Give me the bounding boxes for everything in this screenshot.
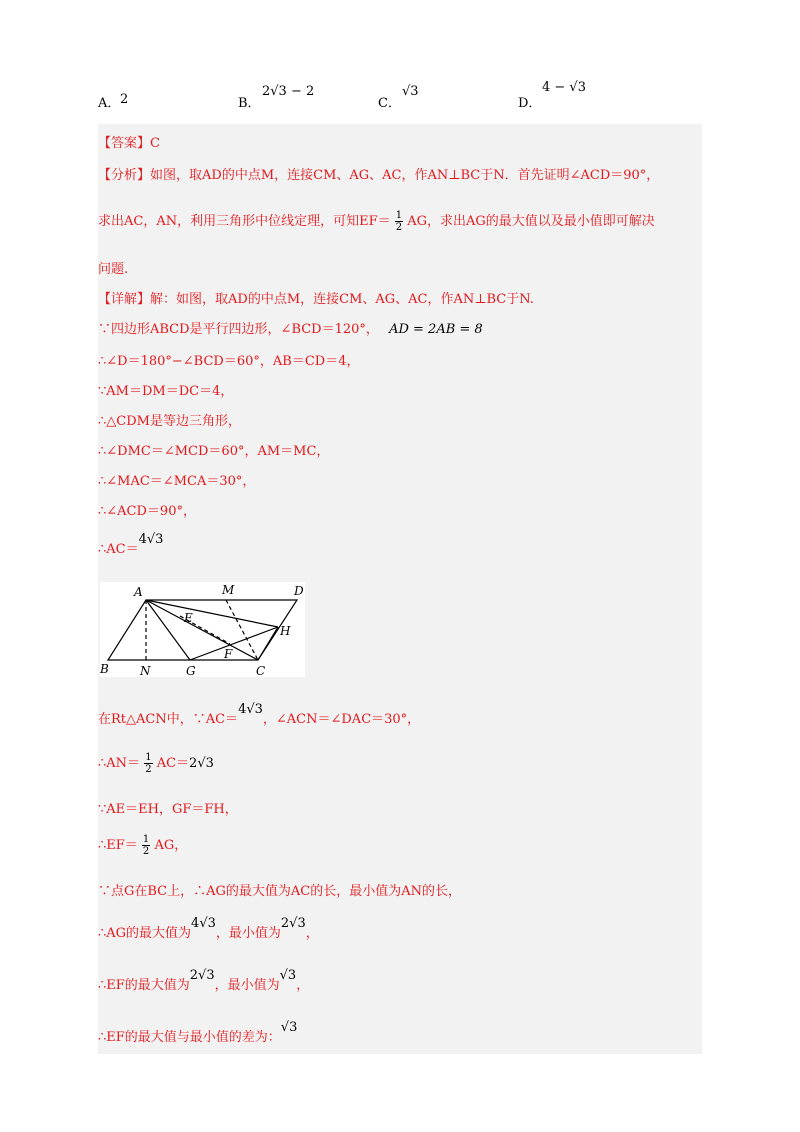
- detail-line-7: ∴∠MAC＝∠MCA＝30°，: [98, 474, 256, 489]
- segment-ag: [146, 600, 190, 660]
- analysis-line-3: [98, 258, 128, 277]
- detail-line-1: [98, 288, 534, 307]
- detail-line-9: [98, 532, 164, 557]
- choice-c-label: C．: [378, 96, 401, 111]
- detail-text-2a: ∵四边形ABCD是平行四边形，∠BCD＝120°，: [98, 322, 379, 337]
- detail-line-5: ∴△CDM是等边三角形，: [98, 414, 241, 429]
- detail-line-13: [98, 834, 187, 857]
- segment-ac: [146, 600, 258, 660]
- analysis-text-2a: 求出AC，AN，利用三角形中位线定理，可知EF＝: [98, 214, 391, 229]
- detail-text-13a: ∴EF＝: [98, 838, 138, 853]
- fraction-half-2: $\frac{1}{2}$: [145, 752, 152, 775]
- detail-text-15a: ∴AG的最大值为: [98, 926, 192, 941]
- segment-ch: [258, 627, 278, 660]
- detail-line-11: [98, 752, 214, 775]
- parallelogram-diagram: [100, 582, 305, 677]
- detail-text-13b: AG，: [154, 838, 188, 853]
- fraction-half-3: $\frac{1}{2}$: [142, 834, 150, 857]
- choice-b-value: 2√3 − 2: [262, 84, 315, 99]
- label-m: M: [222, 583, 235, 597]
- detail-tag: 【详解】: [98, 292, 151, 307]
- label-h: H: [280, 624, 291, 638]
- detail-text-15c: ，: [305, 926, 319, 941]
- analysis-tag: 【分析】: [98, 168, 151, 183]
- analysis-text-3: 问题.: [98, 262, 129, 277]
- detail-text-16b: ，最小值为: [214, 978, 280, 993]
- detail-line-10: [98, 702, 421, 727]
- answer-tag: 【答案】: [98, 136, 151, 151]
- detail-value-16b: √3: [279, 968, 297, 983]
- geometry-figure: [100, 582, 305, 677]
- label-n: N: [140, 664, 151, 677]
- detail-text-1: 解：如图，取AD的中点M，连接CM、AG、AC，作AN⊥BC于N.: [150, 292, 534, 307]
- detail-line-14: ∵点G在BC上，∴AG的最大值为AC的长，最小值为AN的长，: [98, 884, 461, 899]
- detail-line-4: ∵AM＝DM＝DC＝4，: [98, 384, 234, 399]
- detail-text-17a: ∴EF的最大值与最小值的差为：: [98, 1030, 281, 1045]
- detail-line-12: ∵AE＝EH，GF＝FH，: [98, 802, 238, 817]
- detail-line-8: ∴∠ACD＝90°，: [98, 504, 196, 519]
- detail-line-6: ∴∠DMC＝∠MCD＝60°，AM＝MC，: [98, 444, 330, 459]
- choice-a-value: 2: [120, 92, 129, 107]
- segment-ah: [146, 600, 278, 627]
- choice-a-label: A．: [98, 96, 121, 111]
- fraction-half: $\frac{1}{2}$: [395, 210, 403, 233]
- analysis-text-2b: AG，求出AG的最大值以及最小值即可解决: [407, 214, 655, 229]
- analysis-line-1: [98, 164, 659, 183]
- detail-value-10: 4√3: [238, 702, 263, 717]
- answer-choices: [98, 80, 718, 114]
- choice-b-label: B．: [238, 96, 261, 111]
- label-d: D: [294, 584, 304, 598]
- detail-line-17: [98, 1020, 298, 1045]
- detail-text-15b: ，最小值为: [215, 926, 281, 941]
- label-a: A: [134, 585, 143, 599]
- answer-line: [98, 132, 160, 151]
- detail-text-16c: ，: [296, 978, 310, 993]
- detail-text-9: ∴AC＝: [98, 542, 139, 557]
- detail-value-15: 4√3: [191, 916, 216, 931]
- answer-value: C: [150, 136, 160, 151]
- label-e: E: [184, 611, 193, 625]
- detail-text-16a: ∴EF的最大值为: [98, 978, 190, 993]
- detail-line-16: [98, 968, 310, 993]
- label-g: G: [186, 664, 196, 677]
- detail-line-15: [98, 916, 319, 941]
- detail-text-10b: ，∠ACN＝∠DAC＝30°，: [262, 712, 421, 727]
- detail-text-11b: AC＝: [156, 756, 190, 771]
- choice-d-label: D．: [518, 96, 542, 111]
- detail-value-17: √3: [280, 1020, 298, 1035]
- choice-c-value: √3: [402, 84, 419, 99]
- detail-line-2: [98, 318, 483, 337]
- analysis-line-2: [98, 210, 655, 233]
- detail-text-10a: 在Rt△ACN中，∵AC＝: [98, 712, 239, 727]
- segment-gh: [190, 627, 278, 660]
- detail-text-2b: AD = 2AB = 8: [389, 322, 483, 337]
- detail-value-15b: 2√3: [280, 916, 306, 931]
- label-f: F: [224, 647, 233, 661]
- label-c: C: [256, 664, 266, 677]
- detail-line-3: ∴∠D＝180°−∠BCD＝60°，AB＝CD＝4，: [98, 354, 360, 369]
- detail-value-16: 2√3: [189, 968, 215, 983]
- analysis-text-1: 如图，取AD的中点M，连接CM、AG、AC，作AN⊥BC于N．首先证明∠ACD＝90°，: [150, 168, 660, 183]
- label-b: B: [100, 662, 109, 676]
- detail-value-11: 2√3: [189, 756, 214, 771]
- detail-text-11a: ∴AN＝: [98, 756, 141, 771]
- choice-d-value: 4 − √3: [542, 80, 586, 95]
- detail-value-9: 4√3: [138, 532, 164, 547]
